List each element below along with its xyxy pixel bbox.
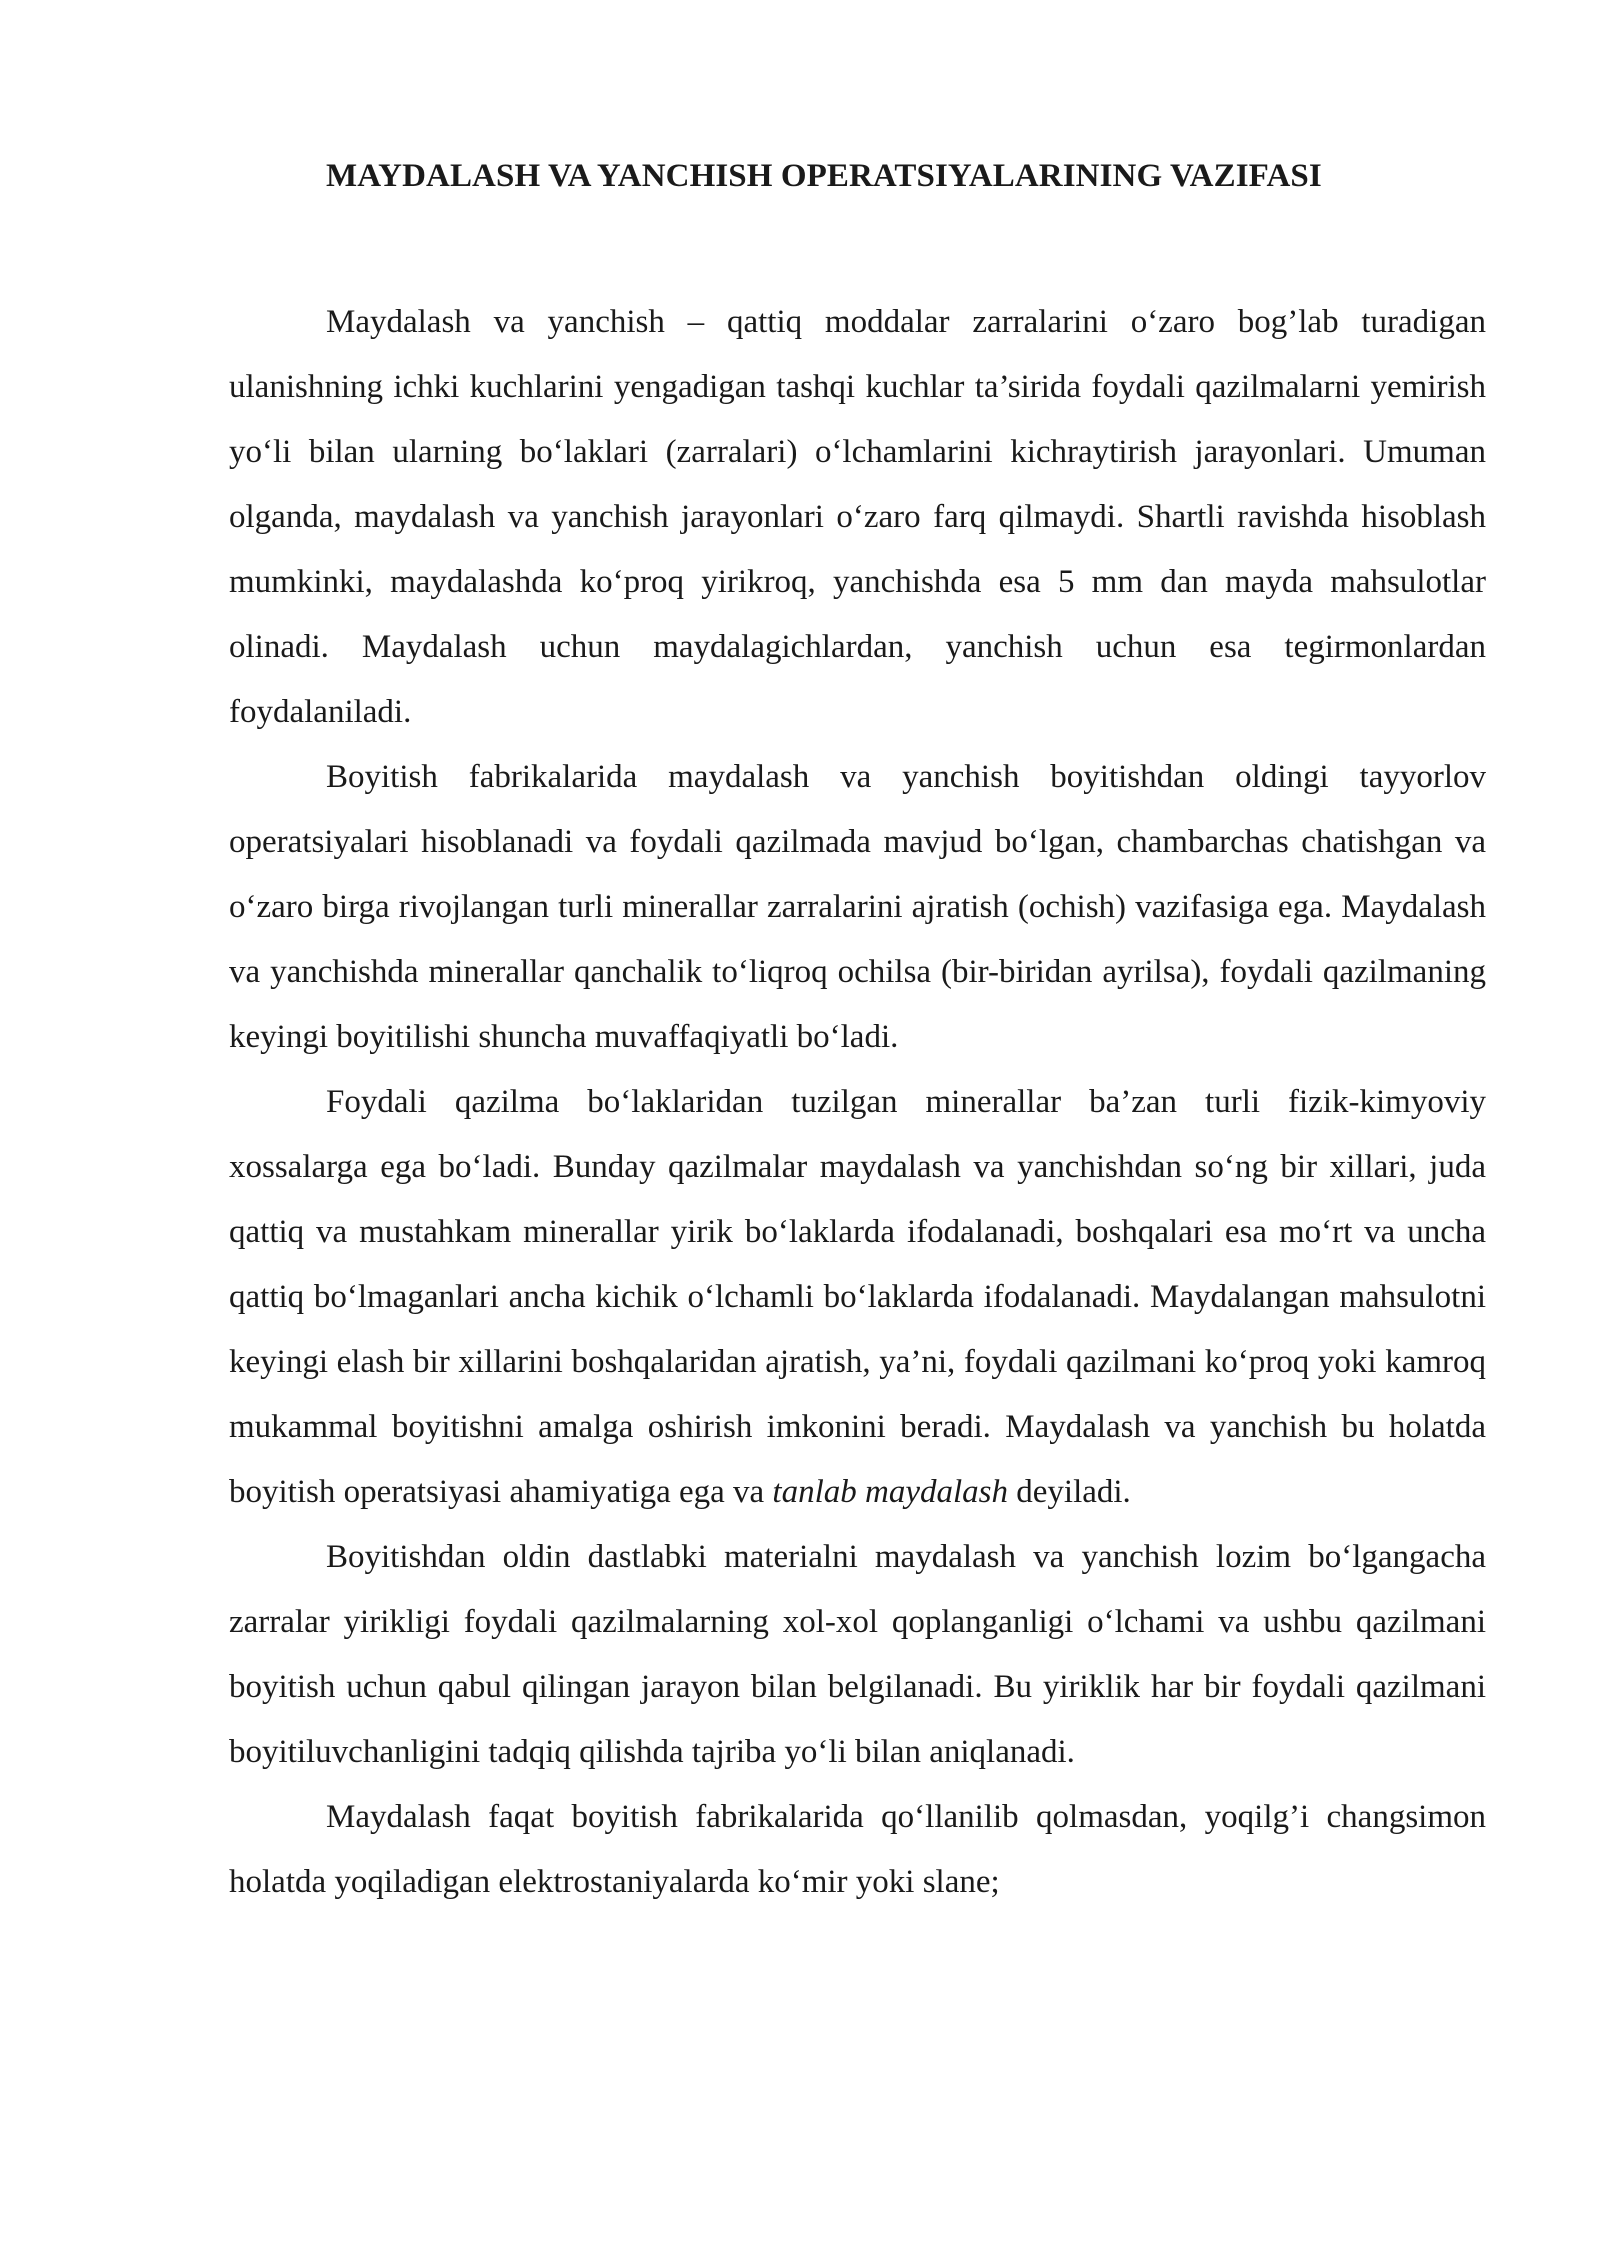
paragraph-5: Maydalash faqat boyitish fabrikalarida qo‘llanilib qolmasdan, yoqilg’i changsimon holatda yoqiladigan elektrostaniyalarda ko‘mir yoki slane; — [229, 1799, 1486, 1900]
document-title: MAYDALASH VA YANCHISH OPERATSIYALARINING VAZIFASI — [326, 158, 1322, 194]
document-body — [229, 290, 1486, 1915]
document-page — [229, 150, 1486, 1915]
paragraph-1: Maydalash va yanchish – qattiq moddalar zarralarini o‘zaro bog’lab turadigan ulanishning ichki kuchlarini yengadigan tashqi kuchlar ta’sirida foydali qazilmalarni yemirish yo‘li bilan ularning bo‘laklari (zarralari) o‘lchamlarini kichraytirish jarayonlari. Umuman olganda, maydalash va yanchish jarayonlari o‘zaro farq qilmaydi. Shartli ravishda hisoblash mumkinki, maydalashda ko‘proq yirikroq, yanchishda esa 5 mm dan mayda mahsulotlar olinadi. Maydalash uchun maydalagichlardan, yanchish uchun esa tegirmonlardan foydalaniladi. — [229, 304, 1486, 730]
paragraph-4: Boyitishdan oldin dastlabki materialni maydalash va yanchish lozim bo‘lgangacha zarralar yirikligi foydali qazilmalarning xol-xol qoplanganligi o‘lchami va ushbu qazilmani boyitish uchun qabul qilingan jarayon bilan belgilanadi. Bu yiriklik har bir foydali qazilmani boyitiluvchanligini tadqiq qilishda tajriba yo‘li bilan aniqlanadi. — [229, 1539, 1486, 1770]
paragraph-3 — [229, 1070, 1486, 1525]
paragraph-3-text-before: Foydali qazilma bo‘laklaridan tuzilgan minerallar ba’zan turli fizik-kimyoviy xossalarga ega bo‘ladi. Bunday qazilmalar maydalash va yanchishdan so‘ng bir xillari, juda qattiq va mustahkam minerallar yirik bo‘laklarda ifodalanadi, boshqalari esa mo‘rt va uncha qattiq bo‘lmaganlari ancha kichik o‘lchamli bo‘laklarda ifodalanadi. Maydalangan mahsulotni keyingi elash bir xillarini boshqalaridan ajratish, ya’ni, foydali qazilmani ko‘proq yoki kamroq mukammal boyitishni amalga oshirish imkonini beradi. Maydalash va yanchish bu holatda boyitish operatsiyasi ahamiyatiga ega va — [229, 1084, 1486, 1510]
paragraph-3-text-after: deyiladi. — [1008, 1474, 1131, 1510]
paragraph-2: Boyitish fabrikalarida maydalash va yanchish boyitishdan oldingi tayyorlov operatsiyalari hisoblanadi va foydali qazilmada mavjud bo‘lgan, chambarchas chatishgan va o‘zaro birga rivojlangan turli minerallar zarralarini ajratish (ochish) vazifasiga ega. Maydalash va yanchishda minerallar qanchalik to‘liqroq ochilsa (bir-biridan ayrilsa), foydali qazilmaning keyingi boyitilishi shuncha muvaffaqiyatli bo‘ladi. — [229, 759, 1486, 1055]
paragraph-3-emphasis: tanlab maydalash — [772, 1474, 1008, 1510]
